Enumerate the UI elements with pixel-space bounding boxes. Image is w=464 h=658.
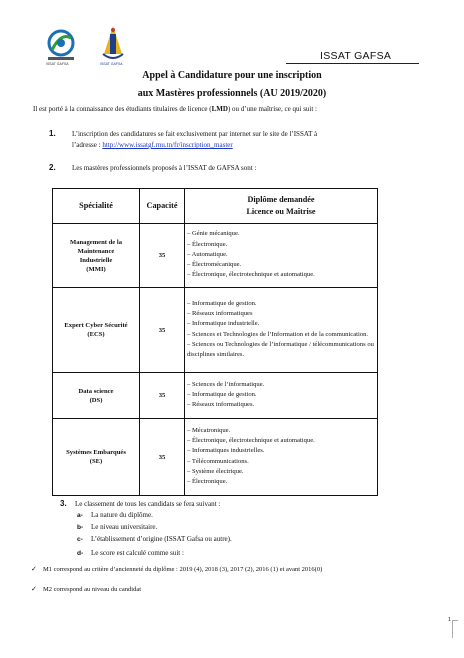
issat-logo <box>100 24 126 66</box>
item-3-text: Le classement de tous les candidats se fera suivant : <box>75 500 221 508</box>
organization-name: ISSAT GAFSA <box>320 50 392 62</box>
criterion-c: c- L’établissement d’origine (ISSAT Gafsa ou autre). <box>77 535 232 543</box>
diploma-item: – Sciences et Technologies de l’Information et de la communication. <box>187 330 369 338</box>
inscription-link[interactable]: http://www.issatgf.rnu.tn/fr/inscription_master <box>102 141 233 149</box>
diploma-item: – Système électrique. <box>187 467 244 475</box>
speciality-line: Data science <box>78 387 114 395</box>
diploma-item: – Automatique. <box>187 250 228 258</box>
speciality-cell <box>53 419 140 496</box>
criterion-a: a- La nature du diplôme. <box>77 511 153 519</box>
capacity-cell: 35 <box>140 373 185 419</box>
speciality-cell <box>53 224 140 288</box>
diploma-item: – Informatique de gestion. <box>187 299 257 307</box>
diploma-item: – Génie mécanique. <box>187 230 240 238</box>
speciality-line: (ECS) <box>87 331 105 338</box>
diploma-item: – Informatique de gestion. <box>187 390 257 398</box>
table-header-row <box>53 189 378 224</box>
diploma-item: – Sciences de l’informatique. <box>187 380 265 388</box>
university-logo <box>44 28 78 66</box>
checkmark-icon: ✓ <box>31 565 37 573</box>
header-diploma: Diplôme demandée Licence ou Maîtrise <box>185 189 378 224</box>
header-capacity: Capacité <box>140 189 185 224</box>
header-rule <box>286 63 419 64</box>
criterion-b: b- Le niveau universitaire. <box>77 523 158 531</box>
document-subtitle: aux Mastères professionnels (AU 2019/2020) <box>137 88 327 99</box>
table-row <box>53 224 378 288</box>
speciality-line: Maintenance <box>77 247 115 255</box>
table-row <box>53 373 378 419</box>
diploma-item: – Électromécanique. <box>187 261 242 269</box>
item-2-number: 2. <box>49 163 56 172</box>
criterion-d: d- Le score est calculé comme suit : <box>77 549 184 557</box>
item-1-line2: l’adresse : http://www.issatgf.rnu.tn/fr/inscription_master <box>72 141 233 149</box>
speciality-line: Expert Cyber Sécurité <box>64 322 128 329</box>
diploma-item: – Télécommunications. <box>187 457 249 465</box>
speciality-line: Systèmes Embarqués <box>66 449 126 456</box>
speciality-line: (SE) <box>89 458 103 465</box>
table-row <box>53 288 378 373</box>
diploma-item: – Informatique industrielle. <box>187 320 260 328</box>
item-2-text: Les mastères professionnels proposés à l’ISSAT de GAFSA sont : <box>72 164 257 172</box>
item-1-line1: L’inscription des candidatures se fait exclusivement par internet sur le site de l’ISSAT à <box>72 130 318 138</box>
diploma-item: – Informatiques industrielles. <box>187 447 265 455</box>
diploma-item: – Sciences ou Technologies de l’informatique / télécommunications ou disciplines similaires. <box>187 340 374 359</box>
intro-paragraph: Il est porté à la connaissance des étudiants titulaires de licence (LMD) ou d’une maîtrise, ce qui suit : <box>33 105 318 113</box>
speciality-cell <box>53 373 140 419</box>
diploma-item: – Mécatronique. <box>187 426 231 434</box>
speciality-line: (MMI) <box>86 265 106 273</box>
speciality-cell <box>53 288 140 373</box>
diploma-cell <box>185 288 378 373</box>
diploma-item: – Électronique. <box>187 478 228 486</box>
diploma-item: – Électronique. <box>187 240 228 248</box>
diploma-cell <box>185 419 378 496</box>
item-1-number: 1. <box>49 129 56 138</box>
masters-table <box>52 188 378 496</box>
diploma-item: – Électronique, électrotechnique et automatique. <box>187 436 315 444</box>
checkmark-icon: ✓ <box>31 585 37 593</box>
score-m1: ✓ M1 correspond au critère d’ancienneté du diplôme : 2019 (4), 2018 (3), 2017 (2), 2016 (1) et avant 2016(0) <box>31 565 323 573</box>
speciality-line: Management de la <box>69 238 122 246</box>
diploma-item: – Réseaux informatiques. <box>187 401 255 409</box>
page-number: 1 <box>448 617 451 623</box>
table-row <box>53 419 378 496</box>
page-corner-mark <box>452 620 458 638</box>
document-title: Appel à Candidature pour une inscription <box>142 70 322 81</box>
logo-right-caption: ISSAT GAFSA <box>100 62 123 66</box>
diploma-item: – Électronique, électrotechnique et automatique. <box>187 271 315 279</box>
intro-bold-lmd: LMD <box>211 105 228 113</box>
score-m2: ✓ M2 correspond au niveau du candidat <box>31 585 142 593</box>
speciality-line: Industrielle <box>79 256 113 264</box>
diploma-cell <box>185 373 378 419</box>
logo-left-caption: ISSAT GAFSA <box>46 62 69 66</box>
diploma-item: – Réseaux informatiques <box>187 309 253 317</box>
capacity-cell: 35 <box>140 419 185 496</box>
item-3-number: 3. <box>60 499 67 508</box>
diploma-cell <box>185 224 378 288</box>
capacity-cell: 35 <box>140 288 185 373</box>
capacity-cell: 35 <box>140 224 185 288</box>
header-speciality: Spécialité <box>53 189 140 224</box>
speciality-line: (DS) <box>89 396 103 404</box>
